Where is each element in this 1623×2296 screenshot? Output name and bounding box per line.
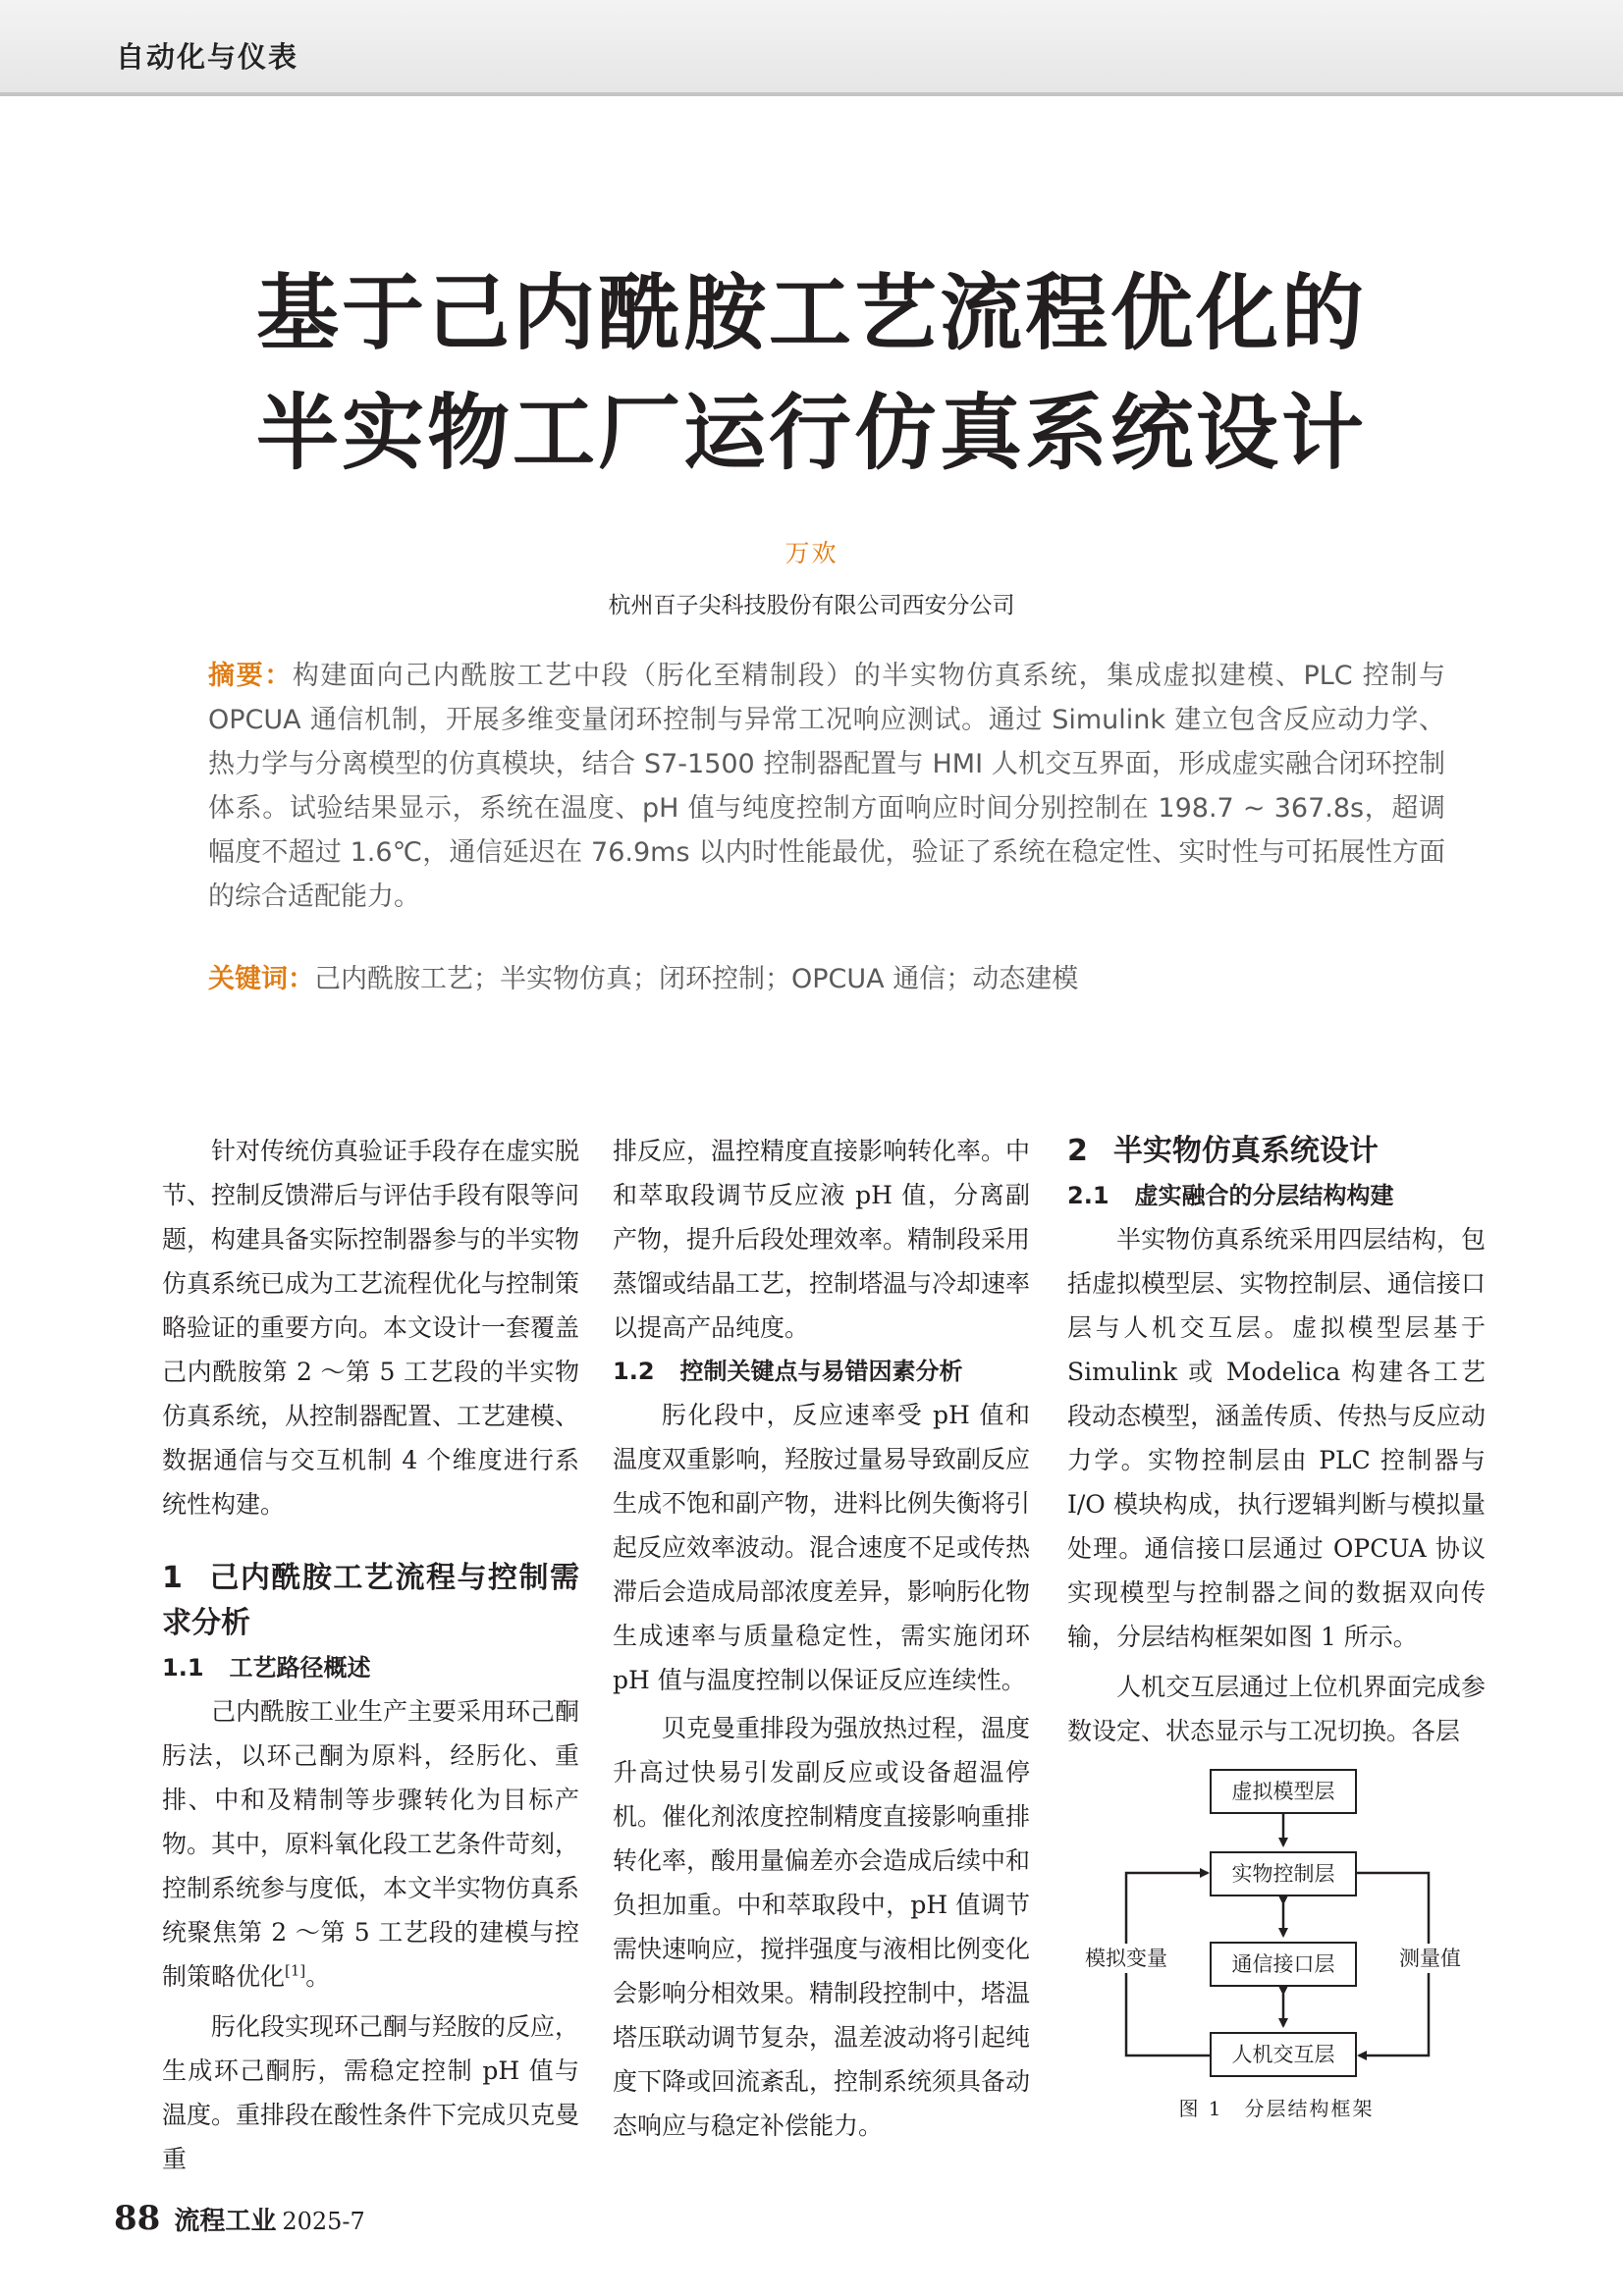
title-line-2: 半实物工厂运行仿真系统设计: [255, 385, 1367, 481]
paragraph: 肟化段中，反应速率受 pH 值和温度双重影响，羟胺过量易导致副反应生成不饱和副产物，进料比例失衡将引起反应效率波动。混合速度不足或传热滞后会造成局部浓度差异，影响肟化物生成速率与质量稳定性，需实施闭环 pH 值与温度控制以保证反应连续性。: [613, 1401, 1031, 1694]
section-1-1-number: 1.1: [162, 1654, 204, 1682]
paragraph-text: 己内酰胺工业生产主要采用环己酮肟法，以环己酮为原料，经肟化、重排、中和及精制等步骤转化为目标产物。其中，原料氧化段工艺条件苛刻，控制系统参与度低，本文半实物仿真系统聚焦第 2 ～第 5 工艺段的建模与控制策略优化: [162, 1697, 580, 1991]
paragraph: [162, 1689, 579, 1999]
page-number: 88: [114, 2199, 161, 2238]
paragraph: 半实物仿真系统采用四层结构，包括虚拟模型层、实物控制层、通信接口层与人机交互层。虚拟模型层基于 Simulink 或 Modelica 构建各工艺段动态模型，涵盖传质、传热与反应动力学。实物控制层由 PLC 控制器与 I/O 模块构成，执行逻辑判断与模拟量处理。通信接口层通过 OPCUA 协议实现模型与控制器之间的数据双向传输，分层结构框架如图 1 所示。: [1067, 1225, 1486, 1651]
section-1-2-title: 控制关键点与易错因素分析: [679, 1358, 963, 1385]
section-1-1-heading: [162, 1646, 579, 1689]
section-1-2-heading: [613, 1350, 1030, 1393]
header-bar: [0, 0, 1623, 96]
section-2-1-title: 虚实融合的分层结构构建: [1134, 1182, 1394, 1209]
author-affiliation: 杭州百子尖科技股份有限公司西安分公司: [608, 593, 1015, 618]
paragraph: 排反应，温控精度直接影响转化率。中和萃取段调节反应液 pH 值，分离副产物，提升后段处理效率。精制段采用蒸馏或结晶工艺，控制塔温与冷却速率以提高产品纯度。: [613, 1137, 1031, 1342]
section-1-heading: [162, 1556, 579, 1646]
body-column-1: [162, 1129, 579, 2181]
section-2-1-heading: [1067, 1174, 1486, 1217]
layer-virtual-model: 虚拟模型层: [1210, 1769, 1357, 1814]
right-label: 测量值: [1397, 1944, 1463, 1973]
paragraph-end: 。: [305, 1962, 331, 1991]
body-column-3: [1067, 1129, 1486, 1753]
article-title: [0, 253, 1623, 493]
journal-name: 流程工业: [174, 2207, 277, 2236]
section-1-2-number: 1.2: [613, 1358, 655, 1385]
layer-communication: 通信接口层: [1210, 1942, 1357, 1987]
layer-hmi: 人机交互层: [1210, 2032, 1357, 2077]
section-2-title: 半实物仿真系统设计: [1112, 1134, 1379, 1168]
section-1-title: 己内酰胺工艺流程与控制需求分析: [162, 1561, 579, 1640]
section-1-1-title: 工艺路径概述: [229, 1654, 371, 1682]
body-column-2: [613, 1129, 1030, 2148]
layer-physical-control: 实物控制层: [1210, 1851, 1357, 1896]
section-2-number: 2: [1067, 1134, 1088, 1168]
paragraph: 贝克曼重排段为强放热过程，温度升高过快易引发副反应或设备超温停机。催化剂浓度控制精度直接影响重排转化率，酸用量偏差亦会造成后续中和负担加重。中和萃取段中，pH 值调节需快速响应，搅拌强度与液相比例变化会影响分相效果。精制段控制中，塔温塔压联动调节复杂，温差波动将引起纯度下降或回流紊乱，控制系统须具备动态响应与稳定补偿能力。: [613, 1714, 1031, 2140]
keywords-text: 己内酰胺工艺；半实物仿真；闭环控制；OPCUA 通信；动态建模: [314, 964, 1079, 994]
section-2-heading: [1067, 1129, 1486, 1174]
abstract-text: 构建面向己内酰胺工艺中段（肟化至精制段）的半实物仿真系统，集成虚拟建模、PLC 控制与 OPCUA 通信机制，开展多维变量闭环控制与异常工况响应测试。通过 Simulink 建立包含反应动力学、热力学与分离模型的仿真模块，结合 S7-1500 控制器配置与 HMI 人机交互界面，形成虚实融合闭环控制体系。试验结果显示，系统在温度、pH 值与纯度控制方面响应时间分别控制在 198.7 ~ 367.8s，超调幅度不超过 1.6℃，通信延迟在 76.9ms 以内时性能最优，验证了系统在稳定性、实时性与可拓展性方面的综合适配能力。: [208, 661, 1446, 912]
journal-issue: 2025-7: [282, 2208, 365, 2235]
abstract-label: 摘要：: [208, 661, 293, 691]
keywords-label: 关键词：: [208, 964, 314, 994]
paragraph: 人机交互层通过上位机界面完成参数设定、状态显示与工况切换。各层: [1067, 1673, 1486, 1745]
keywords: [208, 957, 1445, 1001]
abstract: [208, 654, 1445, 919]
citation-ref: [1]: [285, 1961, 306, 1980]
intro-paragraph: 针对传统仿真验证手段存在虚实脱节、控制反馈滞后与评估手段有限等问题，构建具备实际控制器参与的半实物仿真系统已成为工艺流程优化与控制策略验证的重要方向。本文设计一套覆盖己内酰胺第 2 ～第 5 工艺段的半实物仿真系统，从控制器配置、工艺建模、数据通信与交互机制 4 个维度进行系统性构建。: [162, 1137, 580, 1519]
section-2-1-number: 2.1: [1067, 1182, 1109, 1209]
title-line-1: 基于己内酰胺工艺流程优化的: [255, 265, 1367, 361]
figure-caption: 图 1 分层结构框架: [1178, 2097, 1375, 2120]
section-label: 自动化与仪表: [116, 40, 299, 74]
section-1-number: 1: [162, 1561, 183, 1595]
author-name: 万欢: [784, 539, 839, 567]
page-footer: [114, 2199, 365, 2238]
figure-1: [1067, 1763, 1486, 2136]
left-label: 模拟变量: [1083, 1944, 1169, 1973]
paragraph: 肟化段实现环己酮与羟胺的反应，生成环己酮肟，需稳定控制 pH 值与温度。重排段在酸性条件下完成贝克曼重: [162, 2012, 580, 2173]
